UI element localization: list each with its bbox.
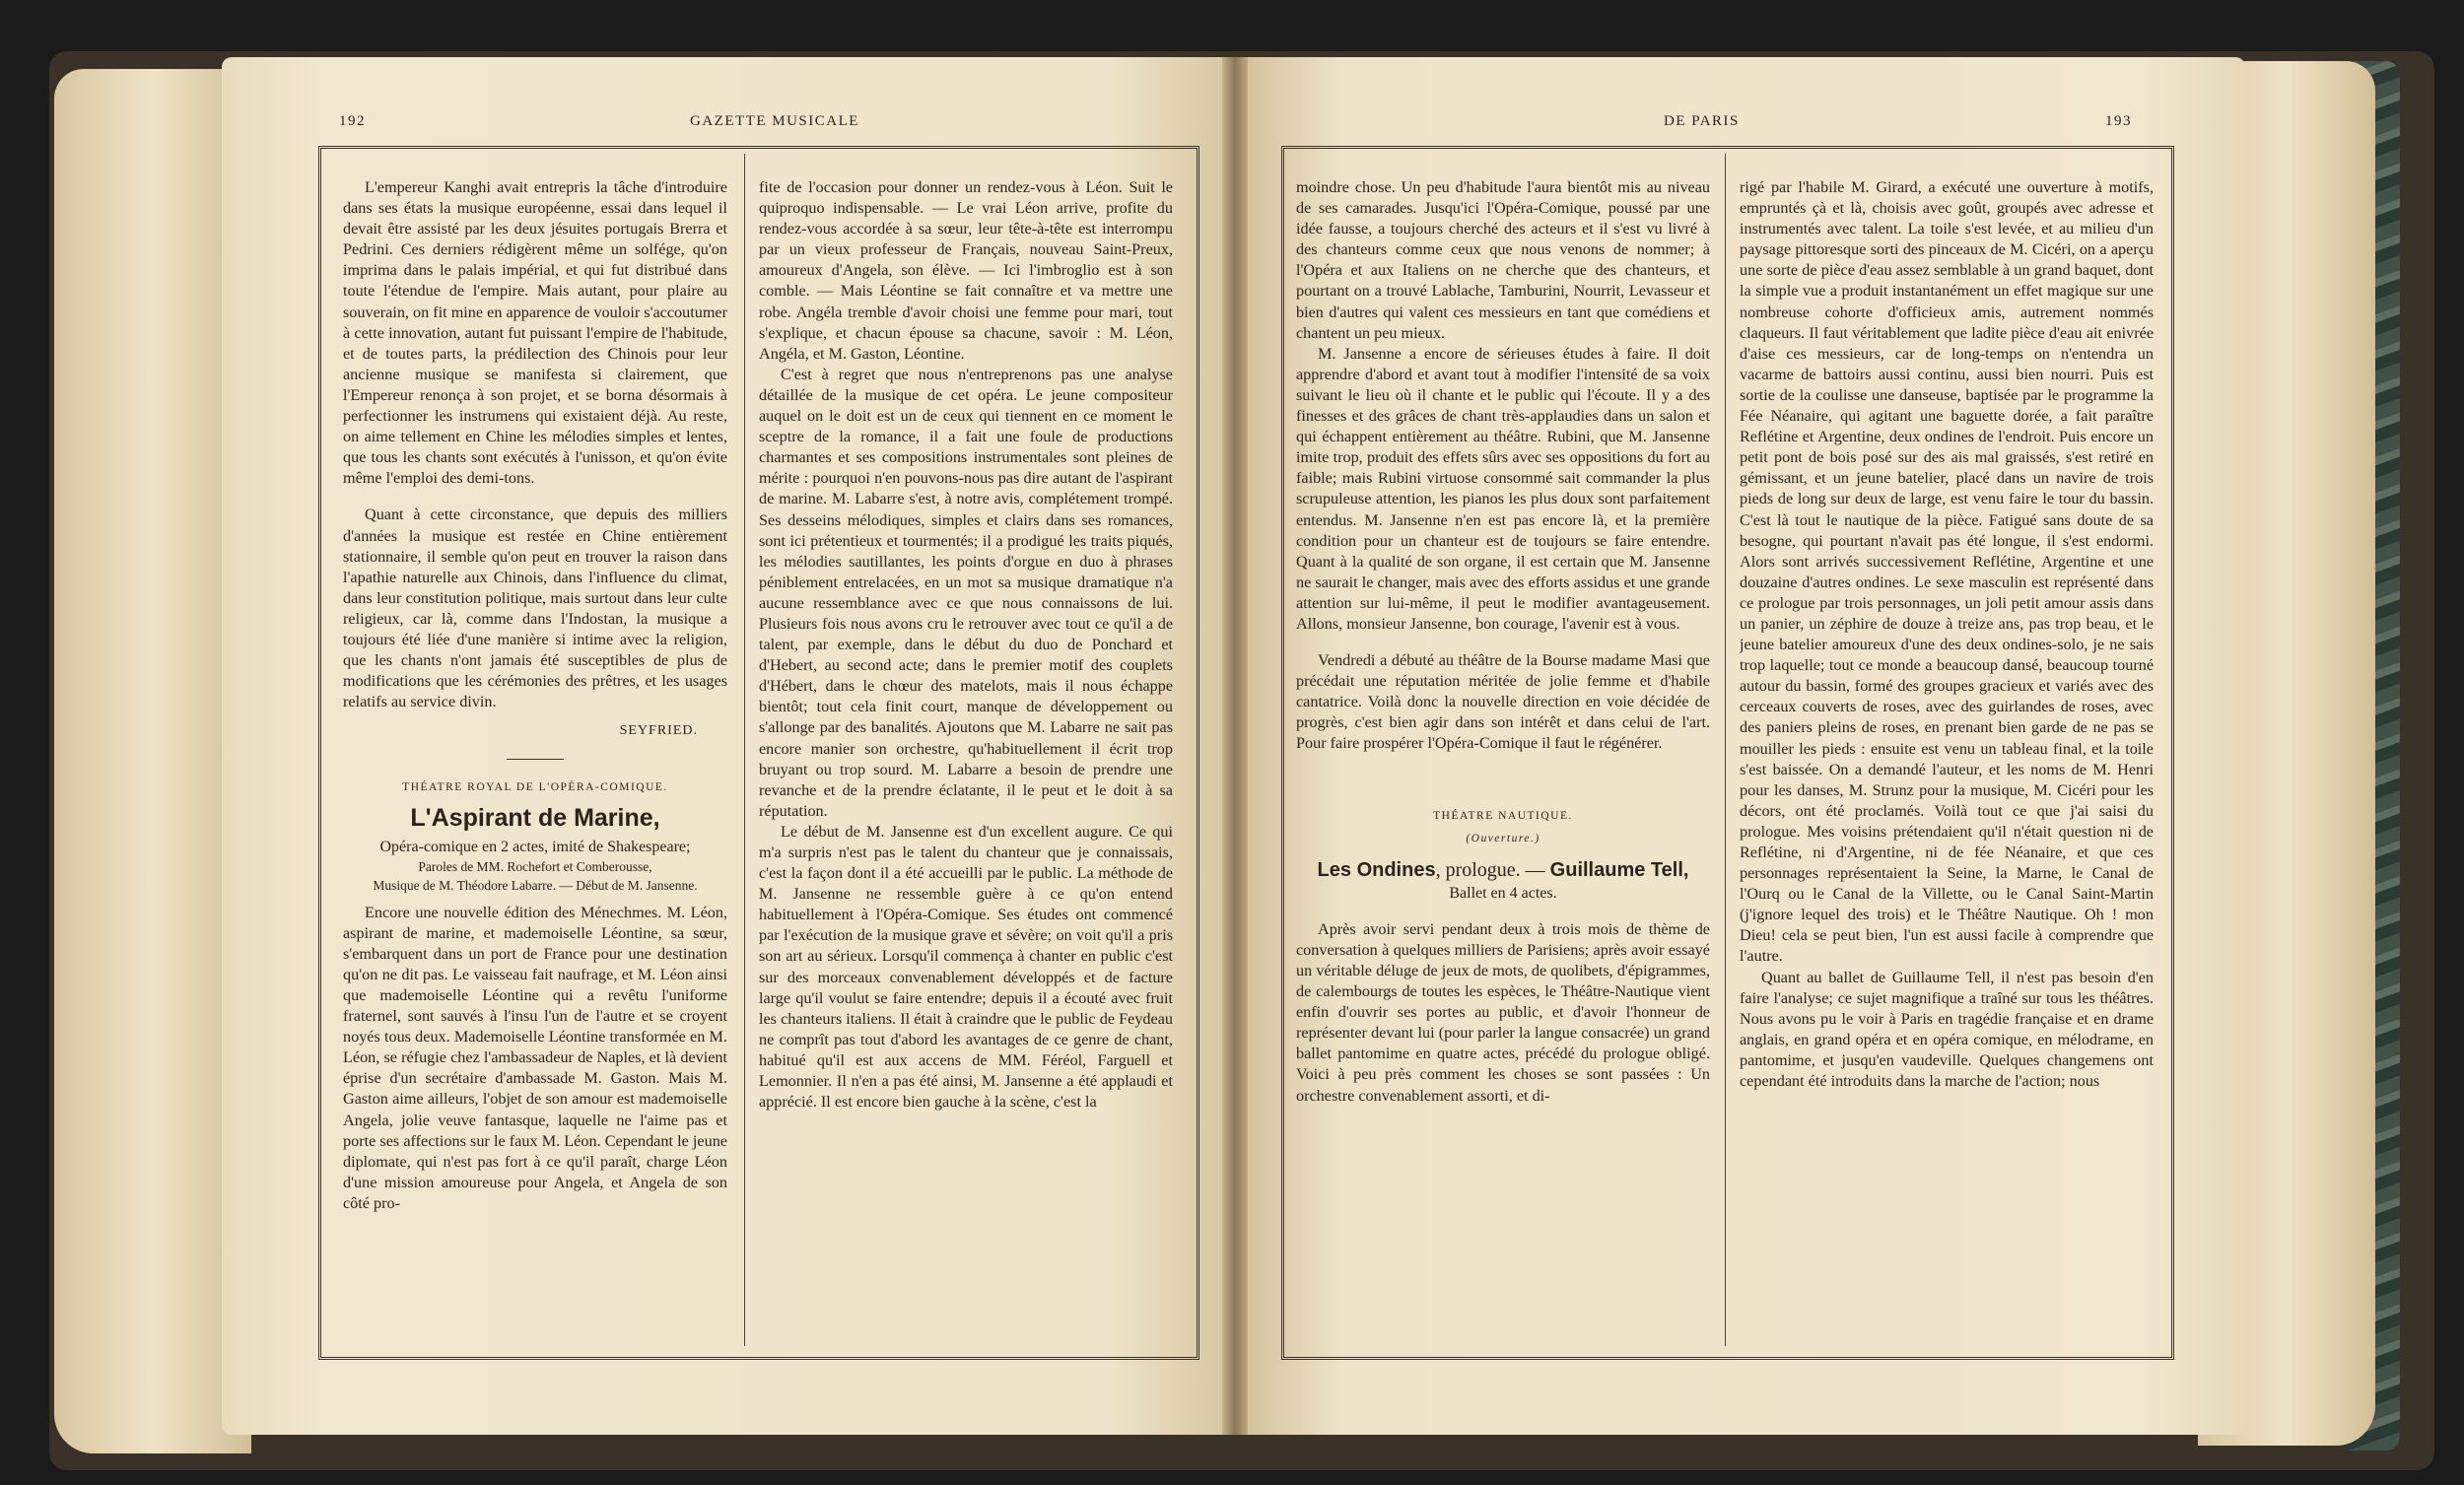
article-title: L'Aspirant de Marine, [410,803,660,832]
overture-label: (Ouverture.) [1466,832,1540,844]
title-les-ondines: Les Ondines [1317,858,1436,881]
page-number-right: 193 [2105,113,2132,129]
paragraph: moindre chose. Un peu d'habitude l'aura bientôt mis au niveau de ses camarades. Jusqu'ici l'Opéra-Comique, poussé par une idée fausse, a toujours cherché des acteurs et il s'est vu livré à des chanteurs comme ceux que nous venons de nommer; à l'Opéra et aux Italiens on ne cherche que des chanteurs, et pourtant on a trouvé Lablache, Tamburini, Nourrit, Levasseur et bien d'autres qui valent ces messieurs en tant que comédiens et chantent un peu mieux. [1296,178,1710,342]
paragraph: Le début de M. Jansenne est d'un excellent augure. Ce qui m'a surpris n'est pas le talent du chanteur que je connaissais, c'est la façon dont il a été accueilli par le public. La méthode de M. Jansenne ne ressemble guère à ce qu'on entend habituellement à l'Opéra-Comique. Ses études ont commencé par l'exécution de la musique grave et sévère; on voit qu'il a pris son art au sérieux. Lorsqu'il commença à chanter en public c'est sur des morceaux convenablement développés et de facture large qu'il voulut se faire entendre; depuis il a écouté avec fruit les chanteurs italiens. Il était à craindre que le public de Feydeau ne comprît pas tout d'abord les avantages de ce genre de chant, habitué qu'il est aux accens de MM. Féréol, Farguell et Lemonnier. Il n'en a pas été ainsi, M. Jansenne a été applaudi et apprécié. Il est encore bien gauche à la scène, c'est la [759,822,1173,1112]
credits-line: Musique de M. Théodore Labarre. — Début de M. Jansenne. [373,877,698,893]
title-connector: , prologue. — [1435,858,1550,881]
theatre-label: THÉATRE NAUTIQUE. [1433,809,1573,822]
paragraph: L'empereur Kanghi avait entrepris la tâche d'introduire dans ses états la musique européenne, essai dans lequel il devait être assisté par les deux jésuites portugais Brerra et Pedrini. Ces derniers rédigèrent même un solfége, qu'on imprima dans le palais impérial, et qui fut distribué dans toute l'étendue de l'empire. Mais autant, pour plaire au souverain, on fit mine en apparence de vouloir s'accoutumer à cette innovation, autant fut puissant l'empire de l'habitude, et de toutes parts, la prédilection des Chinois pour leur ancienne musique se manifesta si clairement, que l'Empereur renonça à son projet, et se borna désormais à perfectionner les instrumens qui existaient déjà. Au reste, on aime tellement en Chine les mélodies simples et lentes, que tous les chants sont exécutés à l'unisson, et qu'on évite même l'emploi des demi-tons. [343,178,727,488]
paragraph: fite de l'occasion pour donner un rendez-vous à Léon. Suit le quiproquo indispensable. — Le vrai Léon arrive, profite du rendez-vous accordée à sa sœur, leur tête-à-tête est interrompu par un vieux professeur de Français, nouveau Saint-Preux, amoureux d'Angela, son élève. — Ici l'imbroglio est à son comble. — Mais Léontine se fait connaître et va mettre une robe. Angéla tremble d'avoir choisi une femme pour mari, tout s'explique, et chacun épouse sa chacune, savoir : M. Léon, Angéla, et M. Gaston, Léontine. [759,178,1173,363]
title-guillaume-tell: Guillaume Tell, [1549,858,1689,881]
right-column-1 [1296,177,1710,1330]
article-subtitle: Opéra-comique en 2 actes, imité de Shakespeare; [379,838,691,855]
theatre-label: THÉATRE ROYAL DE L'OPÉRA-COMIQUE. [402,781,668,794]
right-column-2 [1740,177,2154,1330]
page-number-left: 192 [339,113,366,129]
column-rule-right [1725,154,1726,1346]
paragraph: Quant à cette circonstance, que depuis des milliers d'années la musique est restée en Chine entièrement stationnaire, il semble qu'on peut en trouver la raison dans l'apathie naturelle aux Chinois, dans l'influence du climat, dans leur constitution politique, mais surtout dans leur culte religieux, car là, comme dans l'Indostan, la musique a toujours été liée d'une manière si intime avec la religion, que les chants n'ont jamais été susceptibles de plus de modifications que les cérémonies des prêtres, et les usages relatifs au service divin. [343,506,727,711]
left-column-1 [343,177,727,1330]
column-rule-left [744,154,745,1346]
article-title [1296,857,1710,883]
paragraph: Quant au ballet de Guillaume Tell, il n'est pas besoin d'en faire l'analyse; ce sujet magnifique a traîné sur tous les théâtres. Nous avons pu le voir à Paris en tragédie française et en drame anglais, en grand opéra et en opéra comique, en mélodrame, en pantomime, et jusqu'en vaudeville. Quelques changemens ont cependant été introduits dans la marche de l'action; nous [1740,968,2154,1091]
credits-line: Paroles de MM. Rochefort et Comberousse, [418,858,652,874]
paragraph: C'est à regret que nous n'entreprenons pas une analyse détaillée de la musique de cet opéra. Le jeune compositeur auquel on le doit est un de ceux qui tiennent en ce moment le sceptre de la romance, il a fait une foule de productions charmantes et ses compositions instrumentales sont pleines de mérite : pourquoi n'en pouvons-nous pas dire autant de l'aspirant de marine. M. Labarre s'est, à notre avis, complétement trompé. Ses desseins mélodiques, simples et clairs dans ses romances, sont ici prétentieux et tourmentés; il a prodigué les traits piqués, les mélodies sautillantes, les points d'orgue en duo à phrases péniblement entrelacées, en un mot sa musique dramatique n'a aucune ressemblance avec ce que nous connaissons de lui. Plusieurs fois nous avons cru le retrouver avec tout ce qu'il a de talent, par exemple, dans le début du duo de Ponchard et d'Hebert, au second acte; dans le premier motif des couplets d'Hébert, dans le chœur des matelots, mais il nous échappe bientôt; tout cela finit court, manque de développement ou s'allonge par des banalités. Ajoutons que M. Labarre ne sait pas encore manier son orchestre, qu'habituellement il écrit trop bruyant ou trop sourd. M. Labarre a besoin de prendre une revanche et de la prendre éclatante, il le peut et le doit à sa réputation. [759,365,1173,820]
article-subtitle: Ballet en 4 actes. [1449,884,1557,902]
running-head-right: DE PARIS [1664,113,1740,129]
left-column-2 [759,177,1173,1330]
paragraph: Vendredi a débuté au théâtre de la Bourse madame Masi que précédait une réputation méritée de jolie femme et d'habile cantatrice. Voilà donc la nouvelle direction en voie décidée de progrès, c'est bien agir dans son intérêt et dans celui de l'art. Pour faire prospérer l'Opéra-Comique il faut le régénérer. [1296,651,1710,753]
paragraph: rigé par l'habile M. Girard, a exécuté une ouverture à motifs, empruntés çà et là, choisis avec goût, groupés avec adresse et instrumentés avec talent. La toile s'est levée, et au milieu d'un paysage pittoresque sorti des pinceaux de M. Cicéri, on a aperçu une sorte de pièce d'eau assez semblable à un grand baquet, dont la simple vue a produit instantanément un effet magique sur une nombreuse cohorte d'officieux amis, autrement nommés claqueurs. Il faut véritablement que ladite pièce d'eau ait enivrée d'aise ces messieurs, car de long-temps on n'entendra un vacarme de battoirs aussi continu, aussi bien nourri. Puis est sortie de la coulisse une danseuse, baptisée par le programme la Fée Néanaire, qui agitant une baguette dorée, a fait paraître Reflétine et Argentine, deux ondines de l'endroit. Puis encore un petit pont de bois posé sur des ais mal graissés, s'est retiré en gémissant, et un jeune batelier, placé dans un navire de trois pieds de long sur deux de large, est venu faire le tour du bassin. C'est là tout le nautique de la pièce. Fatigué sans doute de sa besogne, qui pourtant n'avait pas été longue, il s'est endormi. Alors sont arrivés successivement Reflétine, Argentine et une douzaine d'autres ondines. Le sexe masculin est représenté dans ce prologue par trois personnages, un joli petit amour assis dans un panier, un zéphire de douze à treize ans, pas trop beau, et le jeune batelier amoureux d'une des deux ondines-solo, je ne sais trop laquelle; tout ce monde a beaucoup dansé, beaucoup tourné autour du bassin, formé des groupes gracieux et variés avec des cerceaux couverts de roses, avec des guirlandes de roses, avec des paniers pleins de roses, en prenant bien garde de ne pas se mouiller les pieds : ensuite est venu un tableau final, et la toile s'est baissée. On a demandé l'auteur, et les noms de M. Henri pour les danses, M. Strunz pour la musique, M. Cicéri pour les décors, ont été proclamés. Voilà tout ce que j'ai saisi du prologue. Mes voisins prétendaient qu'il n'était question ni de Reflétine, ni d'Argentine, ni de fée Néanaire, et que ces personnages représentaient la Seine, la Marne, le Canal de l'Ourq ou le Canal de la Villette, ou le Canal Saint-Martin (j'ignore lequel des trois) et le Théâtre Nautique. Oh ! mon Dieu! cela se peut bien, l'un est aussi facile à comprendre que l'autre. [1740,178,2154,966]
author-signature: SEYFRIED. [619,723,698,739]
paragraph: M. Jansenne a encore de sérieuses études à faire. Il doit apprendre d'abord et avant tout à modifier l'intensité de sa voix suivant le lieu où il chante et le public qui l'écoute. Il y a des finesses et des grâces de chant très-applaudies dans un salon et qui échappent entièrement au théâtre. Rubini, que M. Jansenne imite trop, produit des effets sûrs avec ses oppositions du fort au faible; mais Rubini virtuose consommé sait commander la plus scrupuleuse attention, les pianos les plus doux sont parfaitement entendus. M. Jansenne n'en est pas encore là, et la première condition pour un chanteur est de toujours se faire entendre. Quant à la qualité de son organe, il est certain que M. Jansenne ne saurait le changer, mais avec des efforts assidus et une grande attention sur lui-même, il peut le modifier avantageusement. Allons, monsieur Jansenne, bon courage, l'avenir est à vous. [1296,344,1710,633]
section-divider [507,759,564,760]
book-gutter [1222,57,1248,1435]
paragraph: Après avoir servi pendant deux à trois mois de thème de conversation à quelques milliers de Parisiens; après avoir essayé un véritable déluge de jeux de mots, de quolibets, d'épigrammes, de calembourgs de toutes les espèces, le Théâtre-Nautique vient enfin d'ouvrir ses portes au public, et d'avoir l'honneur de représenter devant lui (pour parler la langue consacrée) un grand ballet pantomime en quatre actes, précédé du prologue obligé. Voici à peu près comment les choses se sont passées : Un orchestre convenablement assorti, et di- [1296,919,1710,1105]
paragraph: Encore une nouvelle édition des Ménechmes. M. Léon, aspirant de marine, et mademoiselle Léontine, sa sœur, s'embarquent dans un port de France pour une destination qu'on ne dit pas. Le vaisseau fait naufrage, et M. Léon ainsi que mademoiselle Léontine qui a revêtu l'uniforme fraternel, sont sauvés à l'insu l'un de l'autre et se croyent noyés tous deux. Mademoiselle Léontine transformée en M. Léon, se réfugie chez l'ambassadeur de Naples, et là devient éprise d'un secrétaire d'ambassade M. Gaston. Mais M. Gaston aime ailleurs, l'objet de son amour est mademoiselle Angela, jolie veuve fantasque, laquelle ne l'aime pas et porte ses affections sur le faux M. Léon. Cependant le jeune diplomate, qui n'est pas fort à ce qu'il paraît, charge Léon d'une mission amoureuse pour Angela, et Angela de son côté pro- [343,903,727,1212]
running-head-left: GAZETTE MUSICALE [690,113,859,129]
